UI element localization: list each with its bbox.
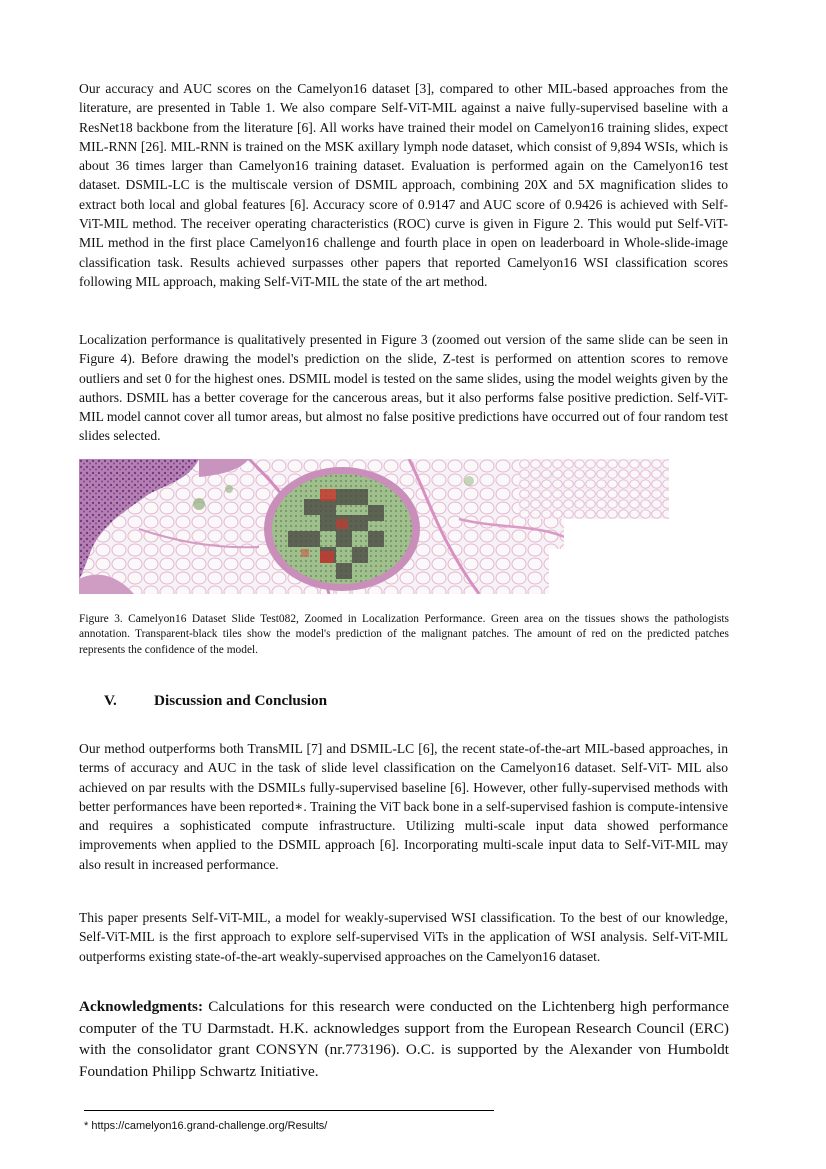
section-heading — [104, 692, 327, 710]
localization-figure — [79, 459, 669, 594]
section-title: Discussion and Conclusion — [154, 692, 328, 709]
discussion-paragraph: Our method outperforms both TransMIL [7] and DSMIL-LC [6], the recent state-of-the-art MIL-based approaches, in terms of accuracy and AUC in the task of slide level classification on the Camelyon16 dataset. Self-ViT- MIL also achieved on par results with the DSMILs fully-supervised baseline [6]. However, other fully-supervised methods with better performances have been reported∗. Training the ViT back bone in a self-supervised fashion is compute-intensive and requires a sophisticated compute infrastructure. Utilizing multi-scale input data showed performance improvements when applied to the DSMIL approach [6]. Incorporating multi-scale input data to Self-ViT-MIL may also result in increased performance. — [79, 741, 728, 872]
localization-paragraph: Localization performance is qualitatively presented in Figure 3 (zoomed out version of the same slide can be seen in Figure 4). Before drawing the model's prediction on the slide, Z-test is performed on attention scores to remove outliers and set 0 for the highest ones. DSMIL model is tested on the same slides, using the model weights given by the authors. DSMIL has a better coverage for the cancerous areas, but it also performs false positive prediction. Self-ViT-MIL model cannot cover all tumor areas, but almost no false positive predictions have occurred out of four random test slides selected. — [79, 332, 728, 444]
section-number: V. — [104, 692, 117, 709]
footnote-divider — [84, 1110, 494, 1111]
conclusion-paragraph: This paper presents Self-ViT-MIL, a model for weakly-supervised WSI classification. To the best of our knowledge, Self-ViT-MIL is the first approach to explore self-supervised ViTs in the application of WSI analysis. Self-ViT-MIL outperforms existing state-of-the-art weakly-supervised approaches on the Camelyon16 dataset. — [79, 910, 728, 964]
acknowledgments-label: Acknowledgments: — [79, 998, 204, 1015]
acknowledgments — [79, 996, 729, 1082]
figure-caption: Figure 3. Camelyon16 Dataset Slide Test082, Zoomed in Localization Performance. Green area on the tissues shows the pathologists annotation. Transparent-black tiles show the model's prediction of the malignant patches. The amount of red on the predicted patches represents the confidence of the model. — [79, 613, 729, 656]
footnote: * https://camelyon16.grand-challenge.org/Results/ — [84, 1120, 328, 1132]
acknowledgments-text: Calculations for this research were conducted on the Lichtenberg high performance computer of the TU Darmstadt. H.K. acknowledges support from the European Research Council (ERC) with the consolidator grant CONSYN (nr.773196). O.C. is supported by the Alexander von Humboldt Foundation Philipp Schwartz Initiative. — [79, 998, 729, 1080]
results-paragraph: Our accuracy and AUC scores on the Camelyon16 dataset [3], compared to other MIL-based approaches from the literature, are presented in Table 1. We also compare Self-ViT-MIL against a naive fully-supervised baseline with a ResNet18 backbone from the literature [6]. All works have trained their model on Camelyon16 training slides, expect MIL-RNN [26]. MIL-RNN is trained on the MSK axillary lymph node dataset, which consist of 9,894 WSIs, which is about 36 times larger than Camelyon16 training dataset. Evaluation is performed again on the Camelyon16 test dataset. DSMIL-LC is the multiscale version of DSMIL approach, combining 20X and 5X magnification slides to extract both local and global features [6]. Accuracy score of 0.9147 and AUC score of 0.9426 is achieved with Self-ViT-MIL method. The receiver operating characteristics (ROC) curve is given in Figure 2. This would put Self-ViT-MIL method in the first place Camelyon16 challenge and fourth place in open on leaderboard in Whole-slide-image classification task. Results achieved surpasses other papers that reported Camelyon16 WSI classification scores following MIL approach, making Self-ViT-MIL the state of the art method. — [79, 81, 728, 289]
